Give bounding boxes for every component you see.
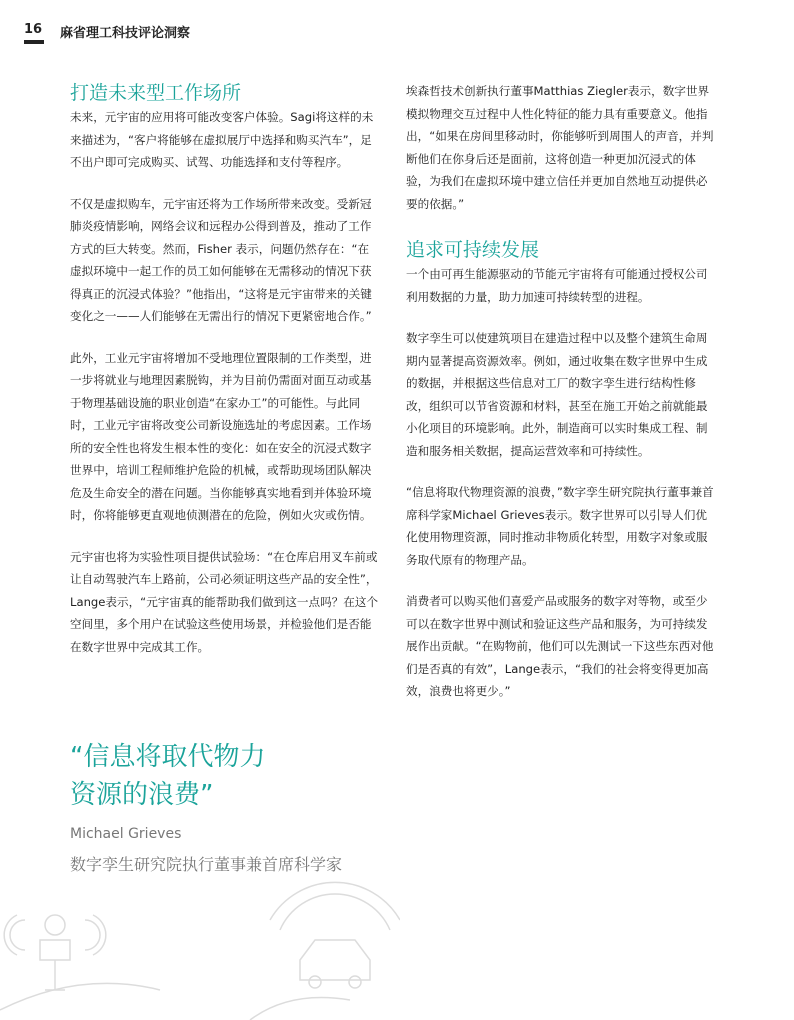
decorative-curve — [0, 983, 160, 1010]
car-icon — [300, 940, 370, 988]
paragraph: 元宇宙也将为实验性项目提供试验场：“在仓库启用叉车前或让自动驾驶汽车上路前，公司必须证明这些产品的安全性”，Lange表示，“元宇宙真的能帮助我们做到这一点吗？在这个空间里，多个用户在试验这些使用场景，并检验他们是否能在数字世界中完成其工作。 — [70, 549, 379, 654]
page-number-rule — [24, 40, 44, 44]
paragraph: 埃森哲技术创新执行董事Matthias Ziegler表示，数字世界模拟物理交互过程中人性化特征的能力具有重要意义。他指出，“如果在房间里移动时，你能够听到周围人的声音，并判断他们在你身后还是面前，这将创造一种更加沉浸式的体验，为我们在虚拟环境中建立信任并更加自然地互动提供必要的依据。” — [406, 84, 714, 211]
pull-quote-text: “信息将取代物力 资源的浪费” — [70, 742, 266, 810]
pull-quote — [70, 738, 400, 875]
journal-title: 麻省理工科技评论洞察 — [60, 26, 191, 41]
right-column — [406, 80, 716, 703]
paragraph: 未来，元宇宙的应用将可能改变客户体验。Sagi将这样的未来描述为，“客户将能够在虚拟展厅中选择和购买汽车”，足不出户即可完成购买、试驾、功能选择和支付等程序。 — [70, 110, 374, 169]
radar-arcs-icon — [270, 882, 400, 930]
paragraph: 一个由可再生能源驱动的节能元宇宙将有可能通过授权公司利用数据的力量，助力加速可持续转型的进程。 — [406, 267, 708, 304]
paragraph: “信息将取代物理资源的浪费，”数字孪生研究院执行董事兼首席科学家Michael Grieves表示。数字世界可以引导人们优化使用物理资源，同时推动非物质化转型，用数字对象或服务取代原有的物理产品。 — [406, 485, 714, 567]
section-heading-sustainability: 追求可持续发展 — [406, 239, 540, 261]
pull-quote-author: Michael Grieves — [70, 826, 182, 842]
page-number: 16 — [24, 22, 43, 37]
paragraph: 此外，工业元宇宙将增加不受地理位置限制的工作类型，进一步将就业与地理因素脱钩，并为目前仍需面对面互动或基于物理基础设施的职业创造“在家办工”的可能性。与此同时，工业元宇宙将改变公司新设施选址的考虑因素。工作场所的安全性也将发生根本性的变化：如在安全的沉浸式数字世界中，培训工程师维护危险的机械，或帮助现场团队解决危及生命安全的潜在问题。当你能够真实地看到并体验环境时，你将能够更直观地侦测潜在的危险，例如火灾或伤情。 — [70, 350, 372, 522]
paragraph: 不仅是虚拟购车，元宇宙还将为工作场所带来改变。受新冠肺炎疫情影响，网络会议和远程办公得到普及，推动了工作方式的巨大转变。然而，Fisher 表示，问题仍然存在：“在虚拟环境中一起工作的员工如何能够在无需移动的情况下获得真正的沉浸式体验？”他指出，“这将是元宇宙带来的关键变化之一——人们能够在无需出行的情况下更紧密地合作。” — [70, 196, 372, 323]
decorative-line-art — [0, 880, 400, 1020]
decorative-curve — [250, 998, 350, 1020]
pull-quote-author-title: 数字孪生研究院执行董事兼首席科学家 — [70, 855, 343, 874]
section-heading-future-workplace: 打造未来型工作场所 — [70, 82, 242, 104]
page-header — [24, 22, 324, 52]
paragraph: 消费者可以购买他们喜爱产品或服务的数字对等物，或至少可以在数字世界中测试和验证这些产品和服务，为可持续发展作出贡献。“在购物前，他们可以先测试一下这些东西对他们是否真的有效”，Lange表示，“我们的社会将变得更加高效，浪费也将更少。” — [406, 594, 714, 698]
left-column — [70, 80, 380, 658]
robot-arm-icon — [40, 915, 70, 990]
paragraph: 数字孪生可以使建筑项目在建造过程中以及整个建筑生命周期内显著提高资源效率。例如，通过收集在数字世界中生成的数据，并根据这些信息对工厂的数字孪生进行结构性修改，组织可以节省资源和材料，甚至在施工开始之前就能最小化项目的环境影响。此外，制造商可以实时集成工程、制造和服务相关数据，提高运营效率和可持续性。 — [406, 331, 708, 458]
